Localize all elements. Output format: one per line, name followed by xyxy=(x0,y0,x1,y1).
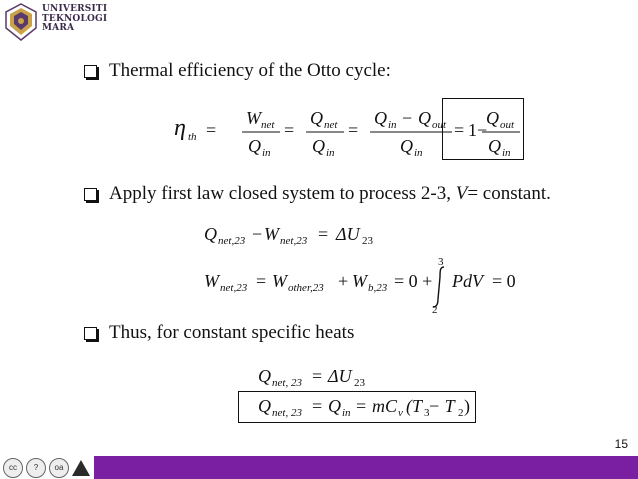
bullet-text: Apply first law closed system to process 2-3, xyxy=(109,183,451,204)
svg-text:23: 23 xyxy=(354,377,365,389)
efficiency-result-frame xyxy=(442,98,524,160)
creative-commons-icon: cc xyxy=(3,458,23,478)
svg-text:2: 2 xyxy=(432,304,438,316)
bullet-text: Thermal efficiency of the Otto cycle: xyxy=(109,60,391,81)
frac3-num-b-sub: out xyxy=(432,119,447,131)
svg-text:W: W xyxy=(264,224,279,244)
svg-text:v: v xyxy=(398,407,403,419)
checkbox-bullet-icon xyxy=(84,65,97,78)
svg-text:): ) xyxy=(464,396,470,416)
warning-triangle-icon xyxy=(72,460,90,476)
logo-line-3: MARA xyxy=(42,23,75,33)
uitm-crest-icon xyxy=(4,2,38,42)
open-access-icon: oa xyxy=(49,458,69,478)
svg-text:=: = xyxy=(312,366,323,386)
frac1-num-sub: net xyxy=(261,119,275,131)
svg-text:= 0 +: = 0 + xyxy=(394,271,433,291)
svg-text:=: = xyxy=(206,120,217,140)
svg-text:W: W xyxy=(272,271,287,291)
svg-text:ΔU: ΔU xyxy=(328,366,352,386)
frac2-num-sub: net xyxy=(324,119,338,131)
svg-text:−: − xyxy=(252,224,263,244)
bullet-text: Thus, for constant specific heats xyxy=(109,322,355,343)
first-law-equation xyxy=(200,222,460,248)
svg-text:23: 23 xyxy=(362,235,373,247)
logo-line-2: TEKNOLOGI xyxy=(42,13,108,24)
svg-text:2: 2 xyxy=(458,407,464,419)
svg-text:3: 3 xyxy=(424,407,430,419)
frac2-den-sub: in xyxy=(326,147,335,159)
frac4-den: Q xyxy=(488,136,501,156)
frac3-num-a-sub: in xyxy=(388,119,397,131)
eta-subscript: th xyxy=(188,131,197,143)
svg-text:Q: Q xyxy=(258,396,271,416)
work-equation xyxy=(200,255,540,315)
bullet-first-law xyxy=(84,183,551,205)
svg-text:Q: Q xyxy=(204,224,217,244)
svg-text:net, 23: net, 23 xyxy=(272,407,302,419)
svg-text:mC: mC xyxy=(372,396,398,416)
frac1-num: W xyxy=(246,108,261,128)
svg-text:= 0: = 0 xyxy=(492,271,516,291)
checkbox-bullet-icon xyxy=(84,327,97,340)
footer-license-icons xyxy=(0,456,97,479)
frac1-den: Q xyxy=(248,136,261,156)
svg-text:3: 3 xyxy=(438,256,444,268)
svg-text:(T: (T xyxy=(406,396,423,416)
page-number: 15 xyxy=(614,437,628,451)
svg-text:=: = xyxy=(356,396,367,416)
frac3-den: Q xyxy=(400,136,413,156)
frac1-den-sub: in xyxy=(262,147,271,159)
university-logo xyxy=(4,2,108,44)
svg-text:=: = xyxy=(256,271,267,291)
volume-variable: V xyxy=(455,183,468,204)
frac3-den-sub: in xyxy=(414,147,423,159)
bullet-thermal-efficiency xyxy=(84,60,391,82)
svg-text:=: = xyxy=(454,120,465,140)
energy-change-equation xyxy=(254,364,454,390)
svg-text:b,23: b,23 xyxy=(368,282,388,294)
svg-text:PdV: PdV xyxy=(452,271,483,291)
frac4-den-sub: in xyxy=(502,147,511,159)
svg-text:net,23: net,23 xyxy=(218,235,246,247)
svg-text:net, 23: net, 23 xyxy=(272,377,302,389)
svg-text:=: = xyxy=(318,224,329,244)
footer-bar xyxy=(94,456,638,479)
svg-text:net,23: net,23 xyxy=(280,235,308,247)
svg-text:W: W xyxy=(352,271,367,291)
svg-text:=: = xyxy=(284,120,295,140)
checkbox-bullet-icon xyxy=(84,188,97,201)
svg-text:Q: Q xyxy=(328,396,341,416)
svg-text:W: W xyxy=(204,271,219,291)
svg-text:=: = xyxy=(348,120,359,140)
question-icon: ? xyxy=(26,458,46,478)
svg-text:+: + xyxy=(338,271,349,291)
logo-line-1: UNIVERSITI xyxy=(42,4,108,14)
svg-text:ΔU: ΔU xyxy=(336,224,360,244)
svg-text:other,23: other,23 xyxy=(288,282,324,294)
svg-text:Q: Q xyxy=(258,366,271,386)
frac2-den: Q xyxy=(312,136,325,156)
frac3-num-b: Q xyxy=(418,108,431,128)
svg-text:net,23: net,23 xyxy=(220,282,248,294)
svg-text:−: − xyxy=(402,108,413,128)
frac4-num: Q xyxy=(486,108,499,128)
heat-input-equation xyxy=(254,394,474,420)
eta-symbol: η xyxy=(174,115,186,141)
svg-text:=: = xyxy=(312,396,323,416)
frac3-num-a: Q xyxy=(374,108,387,128)
svg-text:in: in xyxy=(342,407,351,419)
svg-text:− T: − T xyxy=(428,396,455,416)
bullet-text-end: = constant. xyxy=(467,183,551,204)
bullet-constant-specific-heats xyxy=(84,322,354,344)
frac4-num-sub: out xyxy=(500,119,515,131)
one-minus: 1− xyxy=(468,120,488,140)
frac2-num: Q xyxy=(310,108,323,128)
logo-text xyxy=(42,5,107,34)
